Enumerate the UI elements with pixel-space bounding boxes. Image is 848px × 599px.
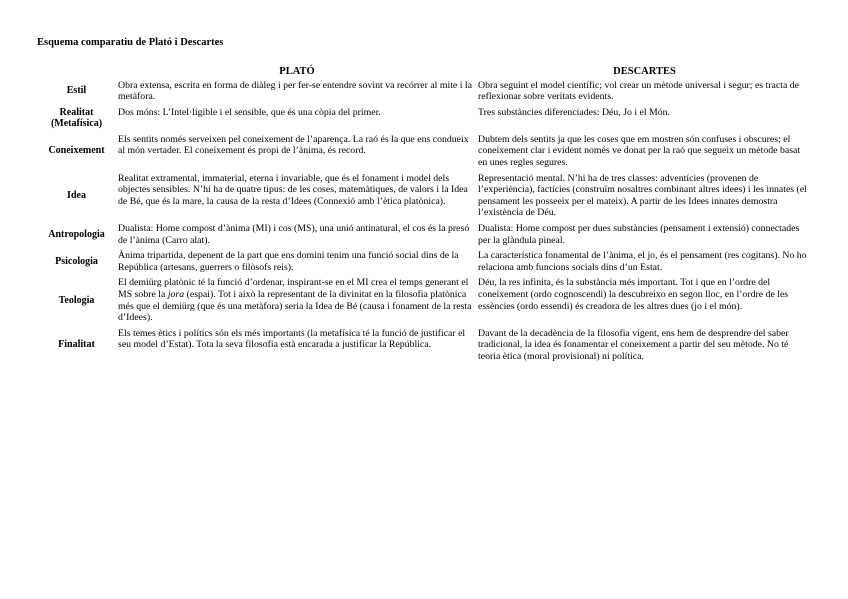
plato-antropologia: Dualista: Home compost d’ànima (MI) i cos (MS), una unió antinatural, el cos és la presó de l’ànima (Carro alat). xyxy=(118,222,470,246)
comparison-table xyxy=(36,66,812,366)
row-label-teologia: Teologia xyxy=(58,294,95,306)
table-row-estil xyxy=(36,80,812,107)
plato-estil: Obra extensa, escrita en forma de diàleg i per fer-se entendre sovint va recórrer al mite i la metàfora. xyxy=(118,79,472,103)
table-row-coneixement xyxy=(36,134,812,173)
row-label-finalitat: Finalitat xyxy=(58,339,95,351)
table-row-psicologia xyxy=(36,250,812,277)
plato-teologia-text-2: (espai). Tot i això la representant de la divinitat en la filosofia platònica més que el demiürg (que és una metàfora) seria la Idea de Bé (causa i fonament de la resta d’Idees). xyxy=(118,288,472,324)
row-label-estil: Estil xyxy=(66,85,87,97)
row-label-realitat: Realitat (Metafísica) xyxy=(50,106,103,130)
row-label-coneixement: Coneixement xyxy=(48,145,105,157)
descartes-finalitat: Davant de la decadència de la filosofia vigent, ens hem de desprendre del saber tradicional, la idea és fonamentar el coneixement a partir del seu mètode. No té teoria ètica (moral provisional) ni política. xyxy=(478,327,789,362)
header-descartes: DESCARTES xyxy=(613,66,676,77)
descartes-psicologia: La característica fonamental de l’ànima, el jo, és el pensament (res cogitans). No ho relaciona amb funcions socials dins d’un Estat. xyxy=(478,250,807,273)
plato-finalitat: Els temes ètics i polítics són els més importants (la metafísica té la funció de justificar el seu model d’Estat). Tota la seva filosofia està encarada a justificar la República. xyxy=(118,327,466,351)
plato-teologia xyxy=(117,277,477,327)
plato-realitat: Dos móns: L’Intel·ligible i el sensible, que és una còpia del primer. xyxy=(118,106,381,118)
table-row-antropologia xyxy=(36,223,812,250)
plato-teologia-text-1: El demiürg platònic té la funció d’ordenar, inspirant-se en el MI crea el temps generant el MS sobre la xyxy=(118,277,469,300)
row-label-idea: Idea xyxy=(67,190,86,201)
plato-idea: Realitat extramental, immaterial, eterna i invariable, que és el fonament i model dels objectes sensibles. N’hi ha de quatre tipus: de les coses, matemàtiques, de valors i la Idea de Bé, que és la mare, la causa de la resta d’Idees (Connexió amb l’ètica platònica). xyxy=(118,172,468,207)
descartes-realitat: Tres substàncies diferenciades: Déu, Jo i el Món. xyxy=(478,106,671,118)
table-row-idea xyxy=(36,173,812,223)
plato-teologia-italic: jora xyxy=(167,288,185,300)
descartes-teologia: Déu, la res infinita, és la substància més important. Tot i que en l’ordre del coneixement (ordo cognoscendi) la descubreixo en segon lloc, en l’ordre de les essències (ordo essendi) és creadora de les altres dues (jo i el món). xyxy=(478,277,789,312)
header-blank xyxy=(36,66,117,80)
plato-psicologia: Ànima tripartida, depenent de la part que ens domini tenim una funció social dins de la República (artesans, guerrers o filòsofs reis). xyxy=(118,250,459,273)
table-row-finalitat xyxy=(36,328,812,367)
descartes-idea: Representació mental. N’hi ha de tres classes: adventícies (provenen de l’experiència), factícies (construïm nosaltres combinant altres idees) i les innates (el pensament les posseeix per el mateix). A partir de les Idees innates demostra l’existència de Déu. xyxy=(478,172,807,219)
table-row-realitat xyxy=(36,107,812,134)
row-label-antropologia: Antropologia xyxy=(48,228,105,240)
descartes-antropologia: Dualista: Home compost per dues substàncies (pensament i extensió) connectades per la glàndula pineal. xyxy=(478,222,800,246)
table-row-teologia xyxy=(36,277,812,327)
descartes-estil: Obra seguint el model científic; vol crear un mètode universal i segur; es tracta de reflexionar sobre veritats evidents. xyxy=(478,79,800,103)
row-label-psicologia: Psicologia xyxy=(55,255,98,267)
header-plato: PLATÓ xyxy=(279,66,315,77)
plato-coneixement: Els sentits només serveixen pel coneixement de l’aparença. La raó és la que ens condueix al món vertader. El coneixement és propi de l’ànima, és record. xyxy=(118,133,469,157)
page-title: Esquema comparatiu de Plató i Descartes xyxy=(37,37,224,48)
table-header-row xyxy=(36,66,812,80)
descartes-coneixement: Dubtem dels sentits ja que les coses que em mostren són confuses i obscures; el coneixement clar i evident només ve donat per la raó que segueix un mètode basat en unes regles segures. xyxy=(478,133,801,168)
